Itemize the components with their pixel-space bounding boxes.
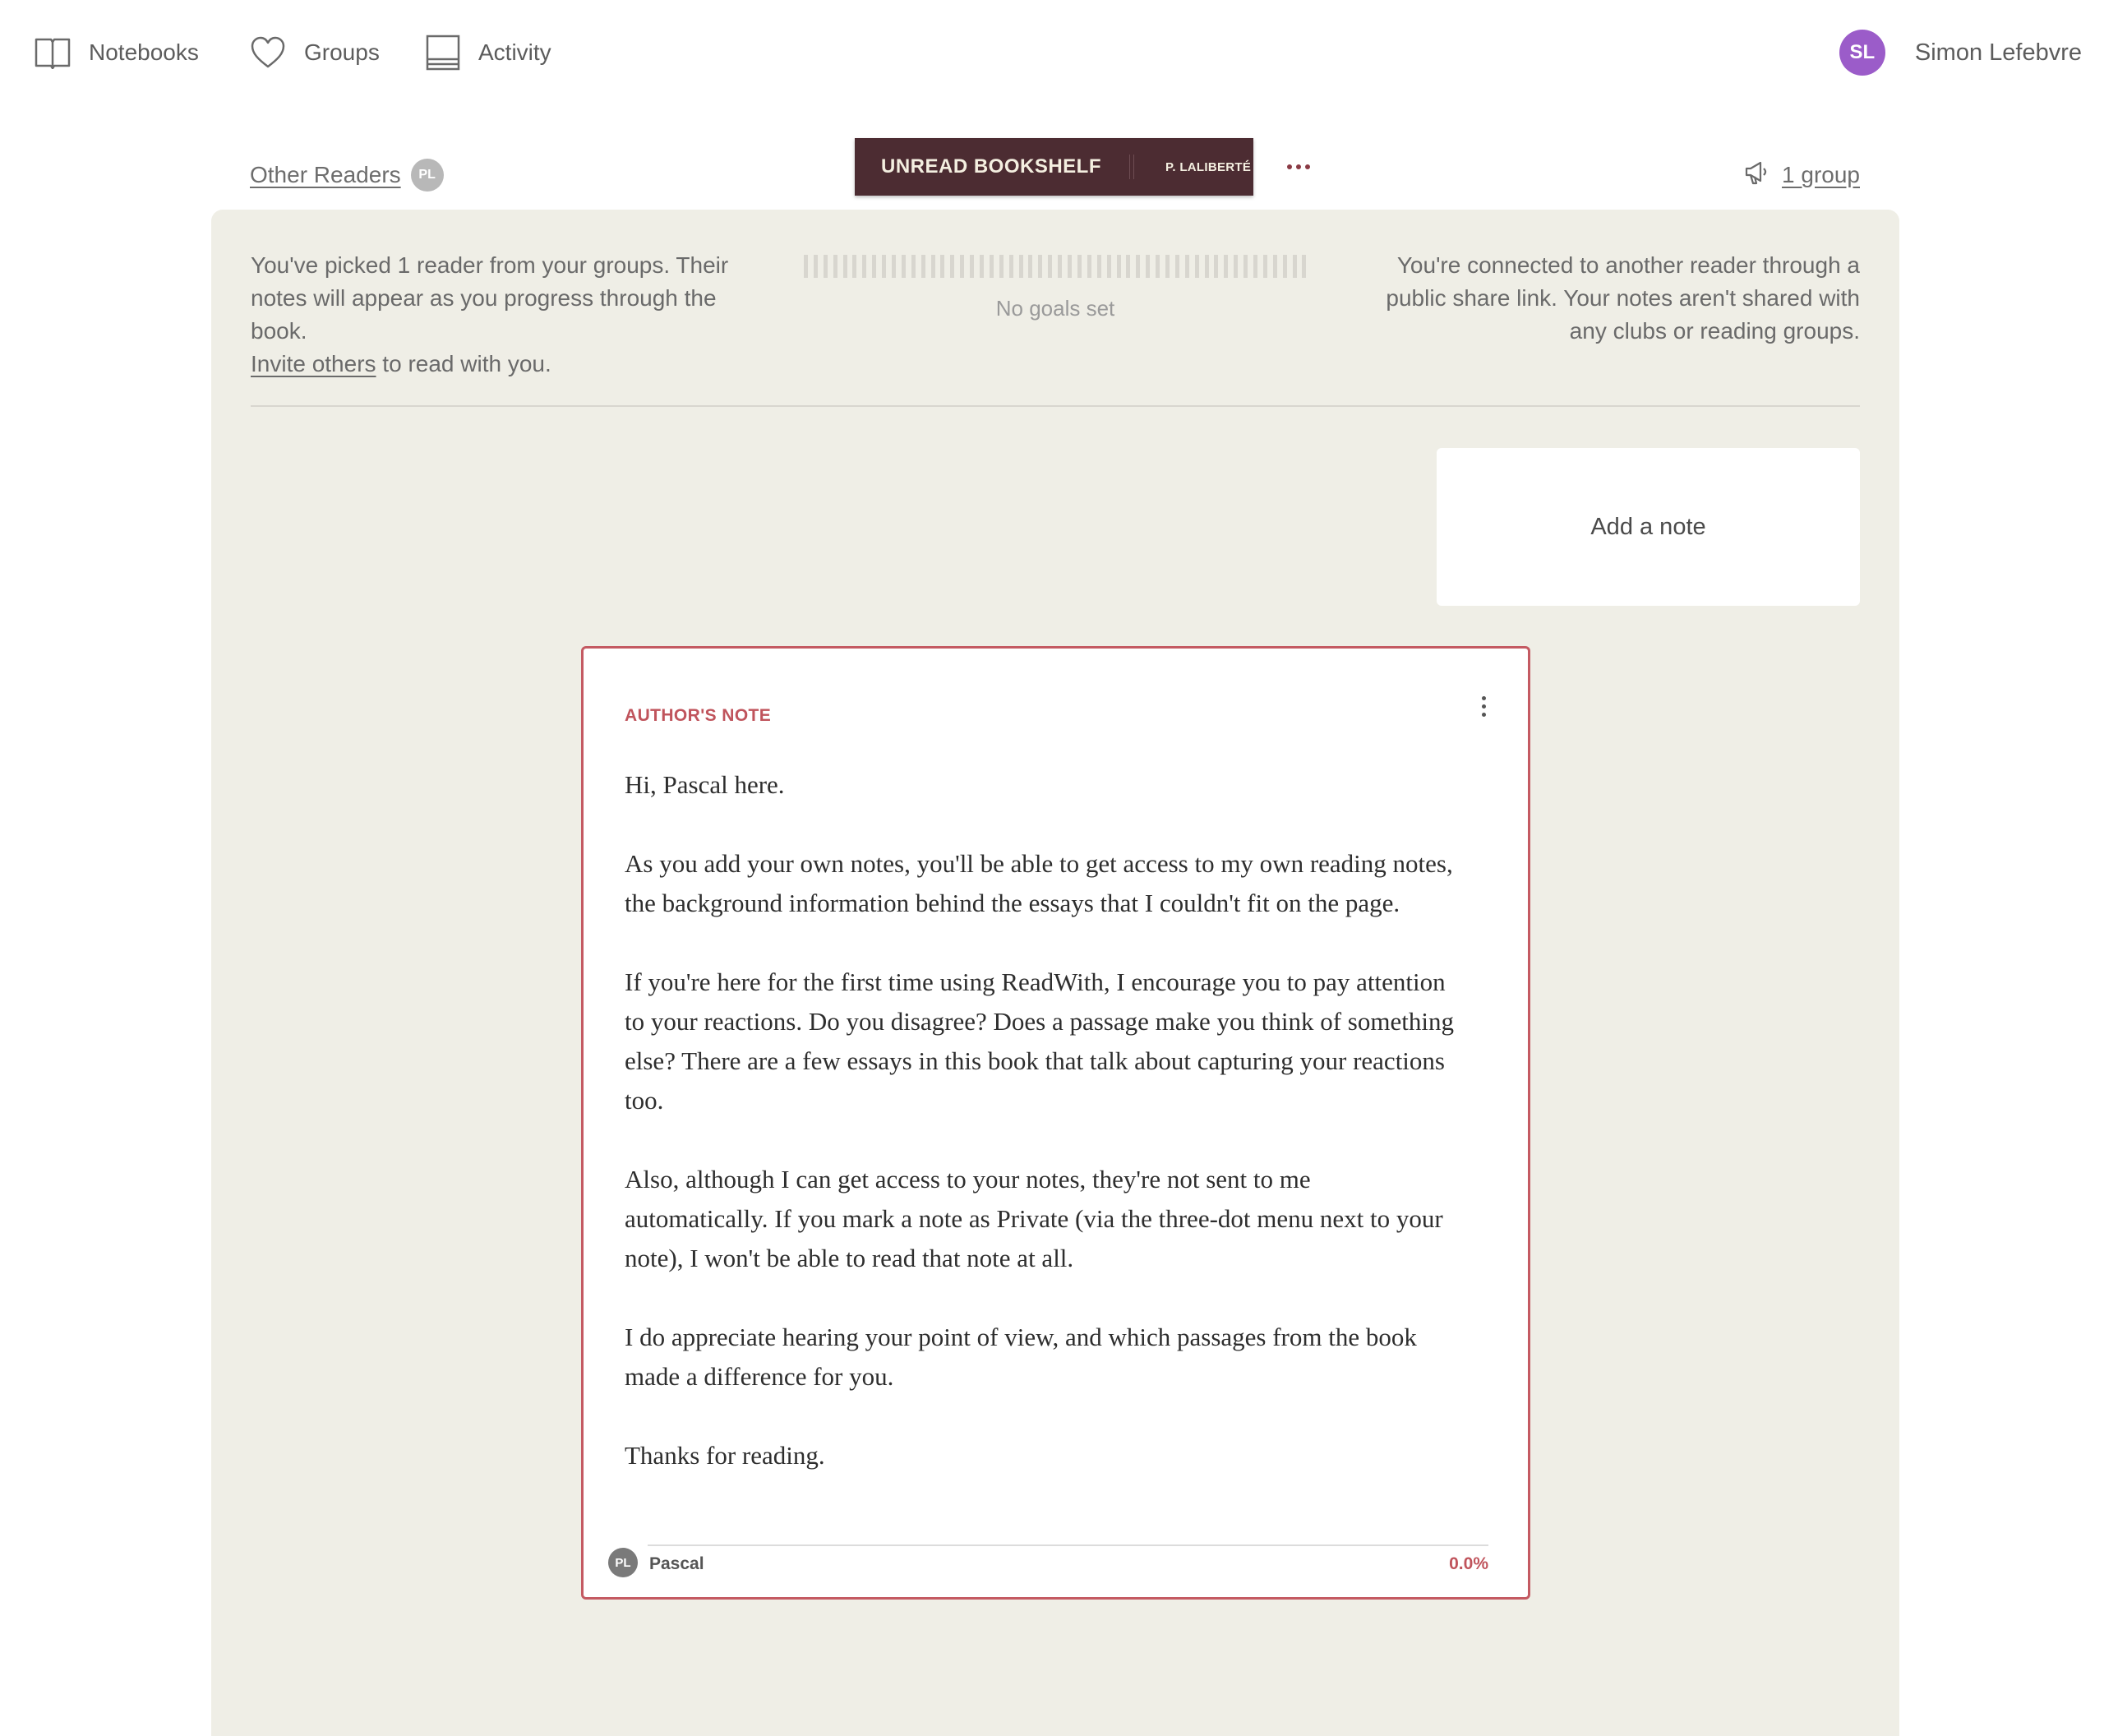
progress-tick [882, 255, 886, 278]
progress-tick [1224, 255, 1228, 278]
heart-icon [250, 36, 286, 69]
note-footer-line [648, 1544, 1488, 1546]
progress-tick [1077, 255, 1082, 278]
progress-tick [980, 255, 984, 278]
note-body [625, 765, 1455, 1515]
dot-icon [1482, 696, 1486, 700]
book-open-icon [35, 36, 71, 69]
megaphone-icon [1744, 159, 1770, 190]
progress-tick [1058, 255, 1062, 278]
book-author: P. LALIBERTÉ [1165, 159, 1252, 174]
progress-tick [921, 255, 925, 278]
progress-tick [843, 255, 847, 278]
nav-label: Activity [478, 39, 551, 65]
progress-tick [1146, 255, 1150, 278]
progress-tick [1263, 255, 1267, 278]
progress-tick [1048, 255, 1052, 278]
progress-tick [1234, 255, 1238, 278]
groups-count-link: 1 group [1782, 161, 1860, 187]
progress-tick [902, 255, 906, 278]
progress-tick [1253, 255, 1257, 278]
nav-activity[interactable] [426, 30, 551, 76]
badge-divider [1129, 155, 1134, 179]
progress-tick [1165, 255, 1170, 278]
book-title-badge[interactable] [855, 138, 1253, 196]
nav-notebooks[interactable] [35, 30, 199, 76]
activity-feed-icon [426, 35, 460, 71]
user-name: Simon Lefebvre [1914, 39, 2082, 66]
progress-tick [1195, 255, 1199, 278]
progress-tick [862, 255, 866, 278]
progress-tick [1205, 255, 1209, 278]
progress-tick [1156, 255, 1160, 278]
progress-tick [1019, 255, 1023, 278]
progress-tick [1087, 255, 1091, 278]
goals-status: No goals set [995, 296, 1115, 321]
progress-tick [999, 255, 1004, 278]
add-note-button[interactable]: Add a note [1437, 448, 1860, 606]
progress-tick [1283, 255, 1287, 278]
progress-tick [872, 255, 876, 278]
dot-icon [1287, 164, 1292, 169]
divider [251, 405, 1860, 407]
avatar: SL [1839, 30, 1885, 76]
progress-tick [892, 255, 896, 278]
dot-icon [1296, 164, 1301, 169]
progress-tick [990, 255, 994, 278]
progress-tick [1185, 255, 1189, 278]
reading-progress-track [804, 255, 1307, 278]
other-readers-link[interactable]: Other Readers [250, 162, 401, 187]
nav-groups[interactable] [250, 30, 380, 76]
reader-avatar[interactable]: PL [411, 159, 444, 192]
groups-link[interactable] [1744, 159, 1860, 190]
top-navigation [0, 0, 2104, 107]
note-footer [608, 1544, 1488, 1577]
progress-tick [1107, 255, 1111, 278]
progress-tick [940, 255, 944, 278]
avatar[interactable]: PL [608, 1548, 638, 1577]
readers-info-text: You've picked 1 reader from your groups. Their notes will appear as you progress through the book. [251, 252, 729, 344]
progress-tick [1136, 255, 1140, 278]
user-menu[interactable] [1839, 30, 2082, 76]
note-menu-button[interactable] [1474, 690, 1493, 723]
progress-tick [1175, 255, 1179, 278]
note-author: Pascal [649, 1554, 704, 1573]
nav-label: Notebooks [89, 39, 199, 65]
progress-tick [1126, 255, 1130, 278]
book-more-menu-button[interactable] [1282, 155, 1315, 179]
progress-tick [911, 255, 916, 278]
progress-tick [1097, 255, 1101, 278]
nav-label: Groups [304, 39, 380, 65]
dot-icon [1482, 704, 1486, 709]
progress-tick [1028, 255, 1032, 278]
note-paragraph: Thanks for reading. [625, 1441, 825, 1470]
progress-tick [814, 255, 818, 278]
author-note-card [581, 646, 1530, 1600]
progress-tick [1243, 255, 1248, 278]
note-paragraph: As you add your own notes, you'll be able to get access to my own reading notes, the background information behind the essays that I couldn't fit on the page. [625, 849, 1453, 917]
dot-icon [1305, 164, 1310, 169]
progress-tick [1117, 255, 1121, 278]
progress-tick [824, 255, 828, 278]
other-readers [250, 159, 444, 192]
progress-tick [950, 255, 954, 278]
progress-tick [1009, 255, 1013, 278]
invite-others-link[interactable]: Invite others [251, 351, 376, 376]
note-position: 0.0% [1449, 1554, 1488, 1573]
dot-icon [1482, 713, 1486, 717]
progress-tick [1293, 255, 1297, 278]
note-paragraph: Also, although I can get access to your notes, they're not sent to me automatically. If you mark a note as Private (via the three-dot menu next to your note), I won't be able to read that note at all. [625, 1165, 1443, 1272]
readers-info [251, 249, 744, 381]
progress-tick [1302, 255, 1306, 278]
invite-suffix: to read with you. [376, 351, 551, 376]
note-paragraph: Hi, Pascal here. [625, 770, 785, 799]
progress-tick [1068, 255, 1072, 278]
note-paragraph: I do appreciate hearing your point of view, and which passages from the book made a difference for you. [625, 1323, 1417, 1391]
progress-tick [970, 255, 974, 278]
progress-tick [804, 255, 808, 278]
book-title: UNREAD BOOKSHELF [881, 155, 1102, 178]
progress-tick [960, 255, 964, 278]
progress-tick [833, 255, 837, 278]
progress-tick [931, 255, 935, 278]
progress-tick [1038, 255, 1042, 278]
progress-tick [1214, 255, 1218, 278]
sharing-info: You're connected to another reader through a public share link. Your notes aren't shared with any clubs or reading groups. [1386, 252, 1860, 344]
note-paragraph: If you're here for the first time using ReadWith, I encourage you to pay attention to your reactions. Do you disagree? Does a passage make you think of something else? There are a few essays in this book that talk about capturing your reactions too. [625, 967, 1454, 1115]
note-label: AUTHOR'S NOTE [625, 706, 772, 725]
progress-tick [852, 255, 856, 278]
progress-tick [1273, 255, 1277, 278]
